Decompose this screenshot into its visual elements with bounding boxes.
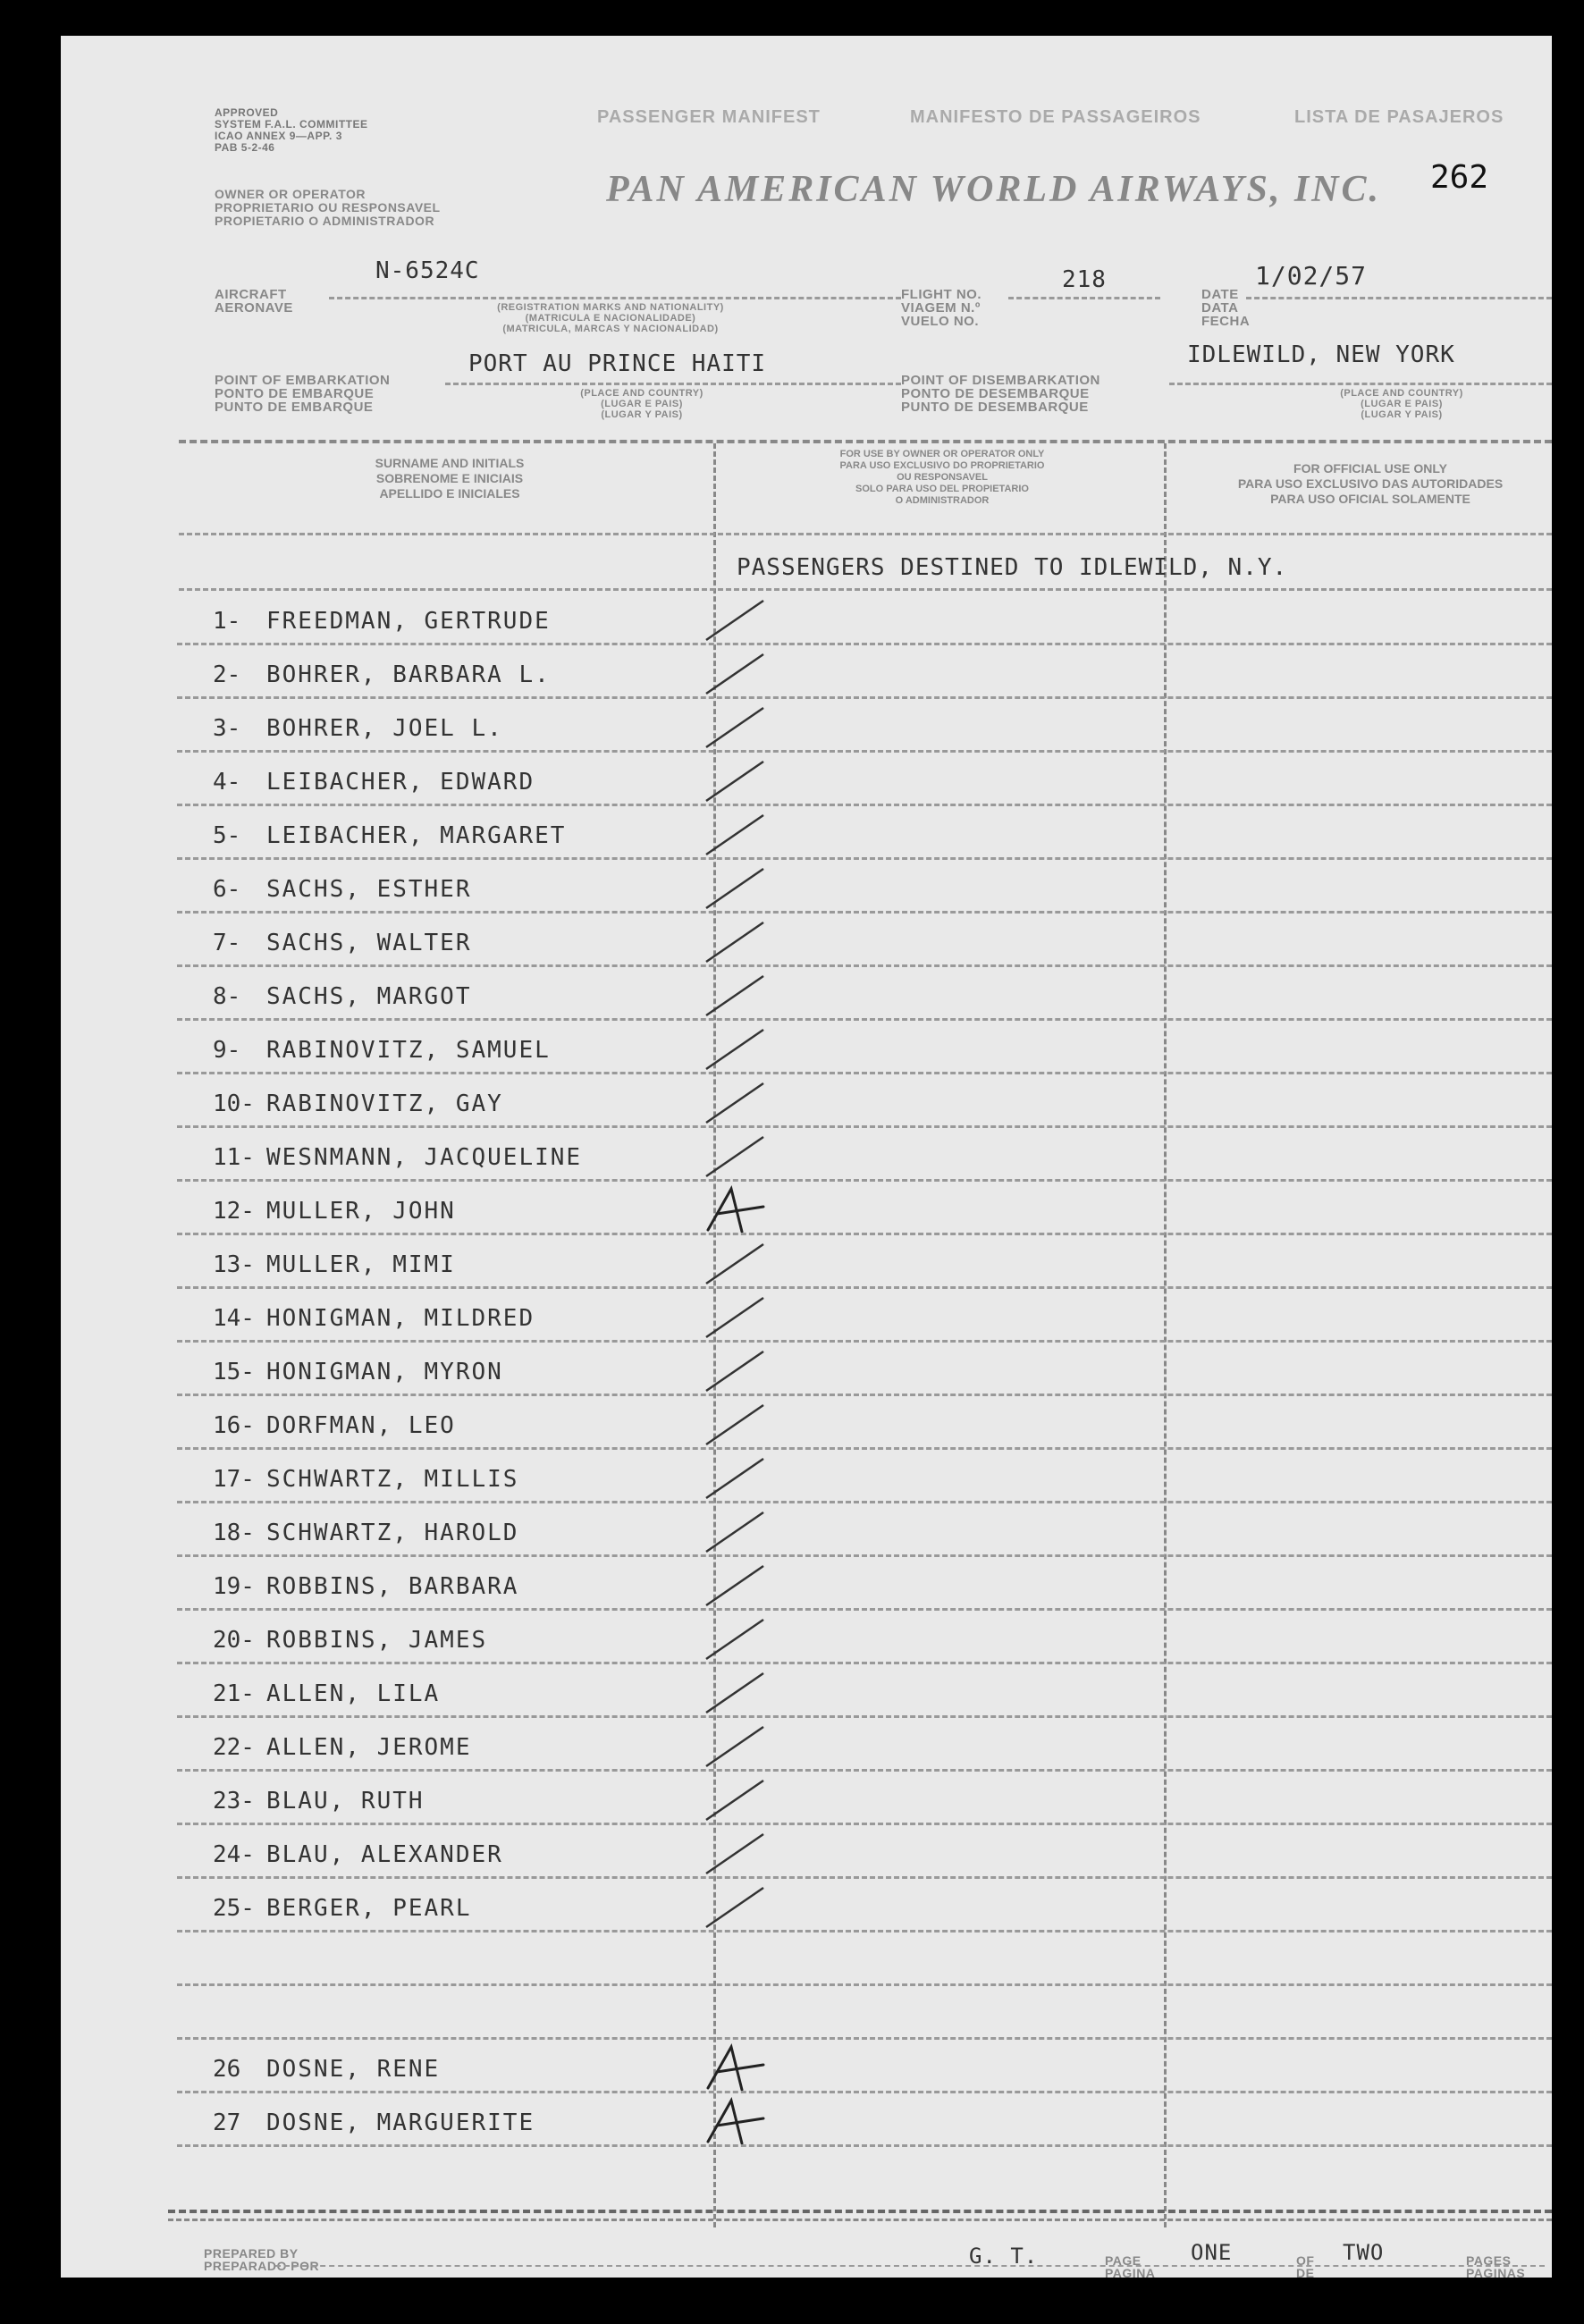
column-header-line: OU RESPONSAVEL (897, 472, 988, 483)
passenger-name: SACHS, WALTER (266, 930, 472, 956)
checkmark-icon (701, 594, 772, 645)
embarkation-note: (LUGAR E PAIS) (601, 399, 683, 409)
checkmark-icon (701, 1291, 772, 1343)
passenger-number: 12- (213, 1198, 255, 1225)
passenger-number: 14- (213, 1305, 255, 1332)
passenger-number: 16- (213, 1412, 255, 1439)
column-header-line: APELLIDO E INICIALES (379, 486, 520, 501)
date-label-pt: DATA (1201, 300, 1239, 316)
date-label-es: FECHA (1201, 314, 1251, 329)
checkmark-icon (701, 1773, 772, 1825)
checkmark-icon (701, 1452, 772, 1503)
passenger-row (61, 1021, 1552, 1074)
destined-note-line (179, 588, 1552, 591)
flight-value: 218 (1062, 266, 1107, 293)
checkmark-icon (701, 1720, 772, 1772)
embarkation-value: PORT AU PRINCE HAITI (468, 350, 767, 377)
table-bottom-border-2 (168, 2219, 1552, 2221)
passenger-row (61, 2093, 1552, 2147)
passenger-name: HONIGMAN, MILDRED (266, 1305, 535, 1332)
embarkation-note: (PLACE AND COUNTRY) (580, 388, 704, 399)
aircraft-notes (418, 302, 803, 334)
airline-name: PAN AMERICAN WORLD AIRWAYS, INC. (606, 169, 1382, 210)
passenger-row (61, 699, 1552, 753)
checkmark-icon (701, 1505, 772, 1557)
column-header-line: PARA USO OFICIAL SOLAMENTE (1270, 492, 1470, 506)
passenger-row (61, 1128, 1552, 1182)
title-lista-pasajeros: LISTA DE PASAJEROS (1294, 107, 1504, 127)
passenger-row (61, 1986, 1552, 2040)
embarkation-label (215, 374, 390, 414)
passenger-row (61, 1074, 1552, 1128)
passenger-number: 18- (213, 1520, 255, 1546)
prepared-by-label (204, 2247, 319, 2272)
passenger-number: 3- (213, 715, 241, 742)
title-passenger-manifest: PASSENGER MANIFEST (597, 107, 821, 127)
checkmark-icon (701, 1398, 772, 1450)
column-header-line: FOR USE BY OWNER OR OPERATOR ONLY (839, 449, 1045, 459)
approval-line: APPROVED (215, 106, 279, 119)
passenger-name: BLAU, ALEXANDER (266, 1841, 503, 1868)
owner-label-es: PROPIETARIO O ADMINISTRADOR (215, 214, 435, 228)
passenger-number: 20- (213, 1627, 255, 1654)
passenger-number: 15- (213, 1359, 255, 1385)
aircraft-note: (REGISTRATION MARKS AND NATIONALITY) (497, 302, 724, 313)
page-label-pt: PAGINA (1105, 2266, 1156, 2278)
checkmark-icon (701, 1666, 772, 1718)
column-header-line: O ADMINISTRADOR (895, 495, 990, 506)
passenger-row (61, 1664, 1552, 1718)
embarkation-notes (526, 388, 758, 420)
disembarkation-label-es: PUNTO DE DESEMBARQUE (901, 400, 1089, 415)
row-divider (177, 2144, 1552, 2147)
owner-label-en: OWNER OR OPERATOR (215, 187, 366, 201)
title-manifesto-passageiros: MANIFESTO DE PASSAGEIROS (910, 107, 1201, 127)
passenger-name: BERGER, PEARL (266, 1895, 472, 1922)
column-header-owner (719, 449, 1166, 507)
checkmark-icon (701, 1076, 772, 1128)
passenger-row (61, 1825, 1552, 1879)
pages-label-en: PAGES (1466, 2253, 1512, 2268)
embarkation-label-en: POINT OF EMBARKATION (215, 373, 391, 388)
passenger-row (61, 1182, 1552, 1235)
passenger-number: 8- (213, 983, 241, 1010)
passenger-name: SACHS, MARGOT (266, 983, 472, 1010)
passenger-number: 27 (213, 2109, 241, 2136)
passenger-name: SACHS, ESTHER (266, 876, 472, 903)
pages-value: TWO (1343, 2240, 1385, 2265)
checkmark-icon (701, 1827, 772, 1879)
approval-block (215, 107, 368, 154)
checkmark-icon (701, 969, 772, 1021)
manifest-sheet (61, 36, 1552, 2278)
passenger-number: 21- (213, 1680, 255, 1707)
date-label-en: DATE (1201, 287, 1239, 302)
passenger-row (61, 860, 1552, 914)
passenger-row (61, 753, 1552, 806)
passenger-name: WESNMANN, JACQUELINE (266, 1144, 583, 1171)
disembarkation-notes (1294, 388, 1509, 420)
handwritten-a-icon (701, 2042, 772, 2093)
passenger-row (61, 1932, 1552, 1986)
passenger-number: 25- (213, 1895, 255, 1922)
aircraft-label-en: AIRCRAFT (215, 287, 287, 302)
embarkation-label-es: PUNTO DE EMBARQUE (215, 400, 374, 415)
passenger-number: 4- (213, 769, 241, 796)
approval-line: PAB 5-2-46 (215, 141, 275, 154)
passenger-number: 6- (213, 876, 241, 903)
page-number: 262 (1430, 159, 1489, 196)
flight-label-en: FLIGHT NO. (901, 287, 982, 302)
disembarkation-label-en: POINT OF DISEMBARKATION (901, 373, 1100, 388)
column-header-line: SOBRENOME E INICIAIS (375, 471, 524, 485)
prepared-by-en: PREPARED BY (204, 2246, 299, 2261)
embarkation-note: (LUGAR Y PAIS) (601, 409, 683, 420)
passenger-row (61, 592, 1552, 645)
disembarkation-note: (LUGAR Y PAIS) (1361, 409, 1443, 420)
passenger-row (61, 1879, 1552, 1932)
checkmark-icon (701, 647, 772, 699)
passenger-row (61, 967, 1552, 1021)
passenger-row (61, 1343, 1552, 1396)
of-label-en: OF (1296, 2253, 1315, 2268)
pages-label-pt: PAGINAS (1466, 2266, 1526, 2278)
passenger-number: 13- (213, 1251, 255, 1278)
column-header-line: SOLO PARA USO DEL PROPIETARIO (855, 484, 1029, 494)
owner-label (215, 188, 441, 228)
passenger-name: BOHRER, BARBARA L. (266, 661, 551, 688)
passenger-row (61, 1235, 1552, 1289)
checkmark-icon (701, 1344, 772, 1396)
column-header-line: PARA USO EXCLUSIVO DAS AUTORIDADES (1237, 476, 1504, 491)
aircraft-value: N-6524C (375, 257, 480, 284)
aircraft-label-pt: AERONAVE (215, 300, 293, 316)
of-label-pt: DE (1296, 2266, 1315, 2278)
passenger-row (61, 806, 1552, 860)
prepared-by-es: PREPARADO POR (204, 2259, 320, 2273)
approval-line: SYSTEM F.A.L. COMMITTEE (215, 118, 368, 131)
passenger-row (61, 1557, 1552, 1611)
passenger-name: MULLER, MIMI (266, 1251, 456, 1278)
passenger-name: SCHWARTZ, HAROLD (266, 1520, 519, 1546)
passenger-number: 11- (213, 1144, 255, 1171)
header-bottom-line (179, 533, 1552, 535)
table-bottom-border (168, 2210, 1552, 2213)
disembarkation-label (901, 374, 1100, 414)
passenger-row (61, 1772, 1552, 1825)
passenger-name: ROBBINS, BARBARA (266, 1573, 519, 1600)
destined-note: PASSENGERS DESTINED TO IDLEWILD, N.Y. (737, 554, 1288, 581)
disembarkation-label-pt: PONTO DE DESEMBARQUE (901, 386, 1090, 401)
checkmark-icon (701, 701, 772, 753)
table-top-border (179, 440, 1552, 443)
column-header-line: SURNAME AND INITIALS (375, 456, 525, 470)
disembarkation-underline (1169, 383, 1552, 385)
passenger-number: 19- (213, 1573, 255, 1600)
passenger-name: DOSNE, RENE (266, 2056, 441, 2083)
checkmark-icon (701, 915, 772, 967)
checkmark-icon (701, 754, 772, 806)
aircraft-note: (MATRICULA E NACIONALIDADE) (525, 313, 696, 324)
column-header-official (1178, 461, 1552, 507)
passenger-row (61, 1503, 1552, 1557)
flight-label-pt: VIAGEM N.º (901, 300, 981, 316)
embarkation-label-pt: PONTO DE EMBARQUE (215, 386, 375, 401)
passenger-row (61, 1289, 1552, 1343)
passenger-name: RABINOVITZ, GAY (266, 1090, 503, 1117)
passenger-number: 17- (213, 1466, 255, 1493)
aircraft-label (215, 288, 293, 315)
passenger-row (61, 1611, 1552, 1664)
page-value: ONE (1191, 2240, 1233, 2265)
passenger-name: SCHWARTZ, MILLIS (266, 1466, 519, 1493)
passenger-name: MULLER, JOHN (266, 1198, 456, 1225)
passenger-name: ALLEN, LILA (266, 1680, 441, 1707)
flight-label-es: VUELO NO. (901, 314, 980, 329)
checkmark-icon (701, 1130, 772, 1182)
passenger-number: 24- (213, 1841, 255, 1868)
passenger-row (61, 914, 1552, 967)
checkmark-icon (701, 1237, 772, 1289)
passenger-row (61, 1450, 1552, 1503)
disembarkation-note: (PLACE AND COUNTRY) (1340, 388, 1463, 399)
passenger-row (61, 1396, 1552, 1450)
passenger-name: LEIBACHER, EDWARD (266, 769, 535, 796)
passenger-number: 22- (213, 1734, 255, 1761)
embarkation-underline (445, 383, 901, 385)
passenger-row (61, 2040, 1552, 2093)
date-value: 1/02/57 (1255, 261, 1368, 290)
prepared-by-initials: G. T. (969, 2244, 1039, 2269)
flight-underline (1008, 297, 1160, 299)
passenger-name: HONIGMAN, MYRON (266, 1359, 503, 1385)
passenger-name: BOHRER, JOEL L. (266, 715, 503, 742)
passenger-name: BLAU, RUTH (266, 1788, 425, 1815)
passenger-number: 9- (213, 1037, 241, 1064)
disembarkation-value: IDLEWILD, NEW YORK (1187, 341, 1455, 368)
passenger-number: 1- (213, 608, 241, 635)
checkmark-icon (701, 862, 772, 914)
checkmark-icon (701, 1023, 772, 1074)
column-header-line: PARA USO EXCLUSIVO DO PROPRIETARIO (839, 460, 1045, 471)
checkmark-icon (701, 1612, 772, 1664)
handwritten-a-icon (701, 2095, 772, 2147)
passenger-number: 26 (213, 2056, 241, 2083)
footer-line (275, 2265, 1545, 2267)
date-underline (1246, 297, 1552, 299)
column-header-line: FOR OFFICIAL USE ONLY (1293, 461, 1447, 476)
passenger-name: DOSNE, MARGUERITE (266, 2109, 535, 2136)
passenger-number: 7- (213, 930, 241, 956)
passenger-number: 5- (213, 822, 241, 849)
disembarkation-note: (LUGAR E PAIS) (1361, 399, 1443, 409)
checkmark-icon (701, 808, 772, 860)
aircraft-underline (329, 297, 901, 299)
passenger-name: DORFMAN, LEO (266, 1412, 456, 1439)
owner-label-pt: PROPRIETARIO OU RESPONSAVEL (215, 200, 441, 215)
checkmark-icon (701, 1881, 772, 1932)
passenger-name: ALLEN, JEROME (266, 1734, 472, 1761)
passenger-name: FREEDMAN, GERTRUDE (266, 608, 551, 635)
handwritten-a-icon (701, 1183, 772, 1235)
aircraft-note: (MATRICULA, MARCAS Y NACIONALIDAD) (502, 324, 719, 334)
flight-label (901, 288, 982, 328)
passenger-name: ROBBINS, JAMES (266, 1627, 488, 1654)
passenger-name: LEIBACHER, MARGARET (266, 822, 567, 849)
passenger-name: RABINOVITZ, SAMUEL (266, 1037, 551, 1064)
checkmark-icon (701, 1559, 772, 1611)
passenger-row (61, 1718, 1552, 1772)
passenger-number: 10- (213, 1090, 255, 1117)
passenger-number: 23- (213, 1788, 255, 1815)
approval-line: ICAO ANNEX 9—APP. 3 (215, 130, 342, 142)
passenger-row (61, 645, 1552, 699)
passenger-number: 2- (213, 661, 241, 688)
column-header-surname (195, 456, 704, 501)
page-label-en: PAGE (1105, 2253, 1142, 2268)
date-label (1201, 288, 1250, 328)
